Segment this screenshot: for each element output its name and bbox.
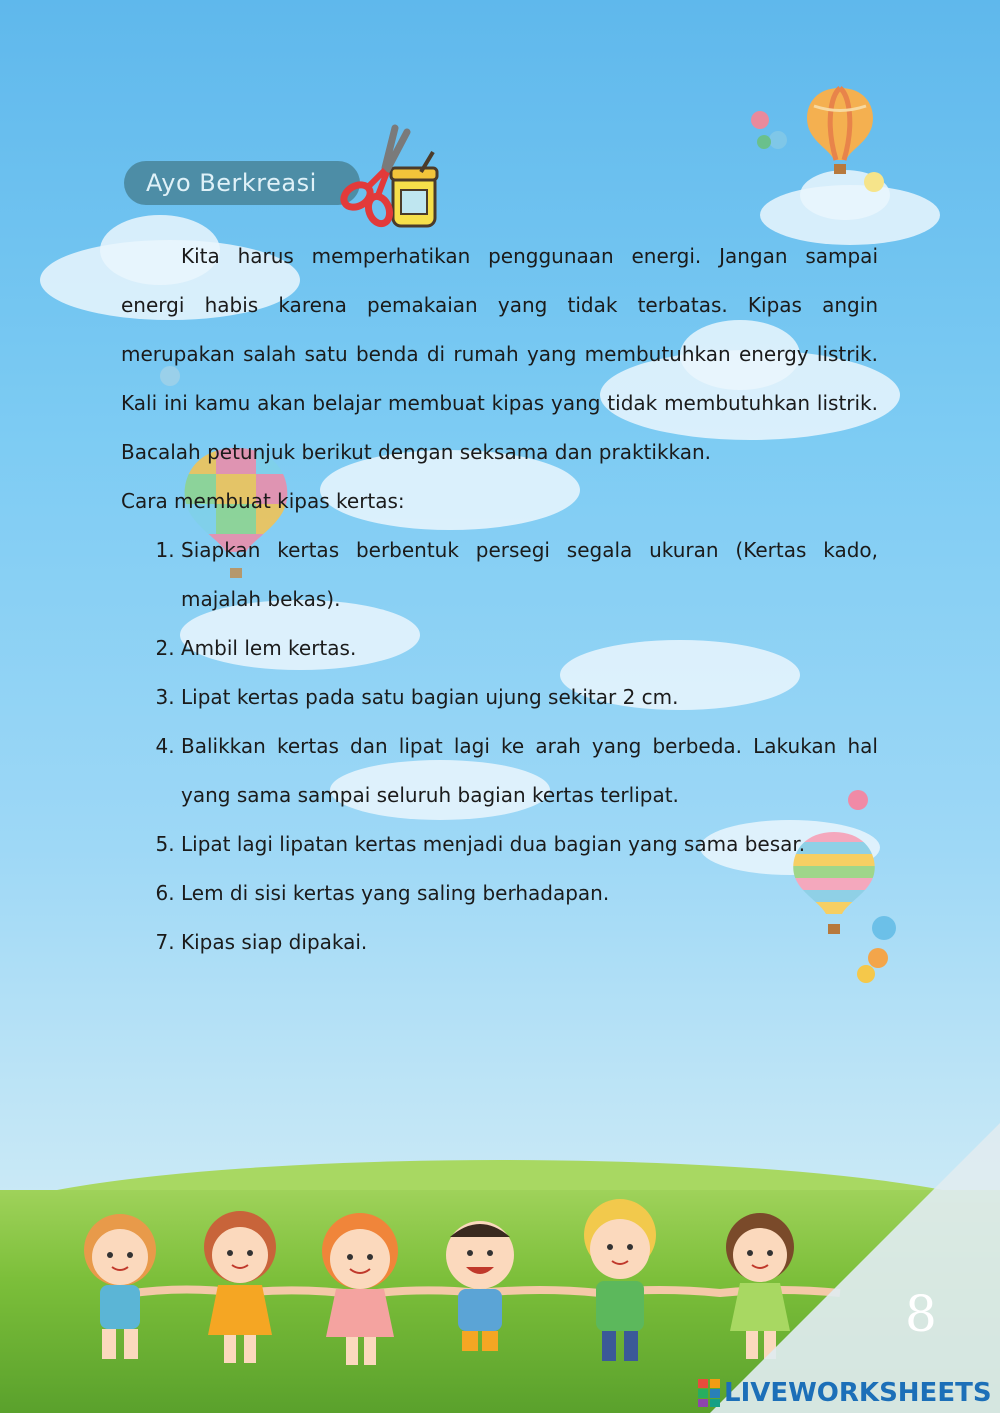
badge-label: Ayo Berkreasi bbox=[146, 169, 317, 197]
instruction-steps bbox=[121, 526, 878, 967]
scissors-glue-icon bbox=[335, 122, 445, 232]
page-number: 8 bbox=[905, 1285, 937, 1343]
list-item: 6. Lem di sisi kertas yang saling berhadapan. bbox=[181, 869, 878, 918]
list-item: 1. Siapkan kertas berbentuk persegi segala ukuran (Kertas kado, majalah bekas). bbox=[181, 526, 878, 624]
list-item: 3. Lipat kertas pada satu bagian ujung sekitar 2 cm. bbox=[181, 673, 878, 722]
liveworksheets-logo-icon bbox=[698, 1379, 720, 1407]
section-badge bbox=[124, 161, 360, 205]
small-balloon-icon bbox=[862, 170, 886, 196]
list-item: 5. Lipat lagi lipatan kertas menjadi dua bagian yang sama besar. bbox=[181, 820, 878, 869]
brand-name: LIVEWORKSHEETS bbox=[724, 1378, 992, 1408]
intro-paragraph: Kita harus memperhatikan penggunaan energi. Jangan sampai energi habis karena pemakaian yang tidak terbatas. Kipas angin merupakan salah satu benda di rumah yang membutuhkan energy listrik. Kali ini kamu akan belajar membuat kipas yang tidak membutuhkan listrik. Bacalah petunjuk berikut dengan seksama dan praktikkan. bbox=[121, 244, 878, 464]
hot-air-balloon-icon bbox=[802, 86, 878, 182]
page-corner bbox=[710, 1123, 1000, 1413]
list-item: 4. Balikkan kertas dan lipat lagi ke arah yang berbeda. Lakukan hal yang sama sampai seluruh bagian kertas terlipat. bbox=[181, 722, 878, 820]
instructions-heading: Cara membuat kipas kertas: bbox=[121, 489, 405, 513]
list-item: 2. Ambil lem kertas. bbox=[181, 624, 878, 673]
small-balloons-icon bbox=[748, 108, 792, 154]
liveworksheets-logo[interactable] bbox=[698, 1376, 992, 1410]
content-area bbox=[121, 232, 878, 967]
list-item: 7. Kipas siap dipakai. bbox=[181, 918, 878, 967]
